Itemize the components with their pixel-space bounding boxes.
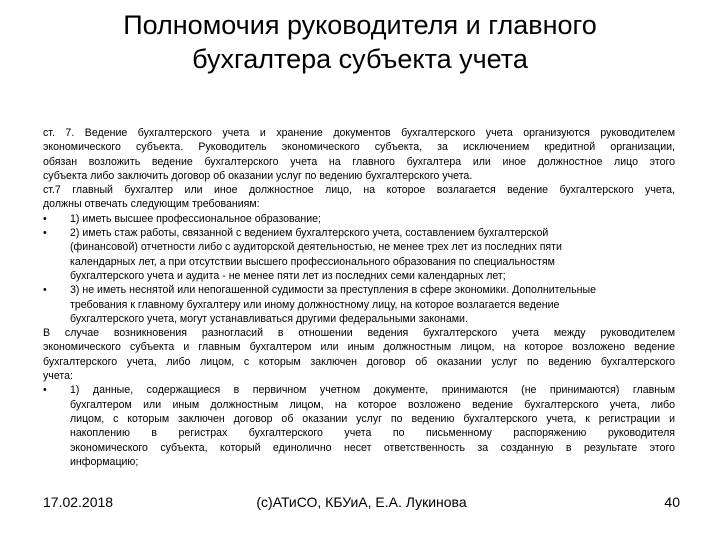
text-line: (финансовой) отчетности либо с аудиторской деятельностью, не менее трех лет из последних пяти [70,241,562,254]
footer-date: 17.02.2018 [43,494,114,510]
footer-credit: (с)АТиСО, КБУиА, Е.А. Лукинова [256,494,467,510]
title-line-1: Полномочия руководителя и главного [123,10,597,40]
paragraph-disagreement [43,326,675,383]
title-line-2: бухгалтера субъекта учета [192,44,528,74]
text-line: 1) иметь высшее профессиональное образование; [70,212,321,225]
paragraph-art7-chief-accountant [43,183,675,212]
text-line: обязан возложить ведение бухгалтерского учета на главного бухгалтера или иное должностное лицо этого [43,155,675,168]
text-line: учета: [43,370,73,383]
text-line: накоплению в регистрах бухгалтерского учета по письменному распоряжению руководителя [70,427,675,440]
text-line: информацию; [70,455,139,468]
text-line: бухгалтерского учета и аудита - не менее пяти лет из последних семи календарных лет; [70,269,506,282]
bullet-glyph: • [43,284,47,297]
requirement-item-2 [43,226,675,283]
text-line: должны отвечать следующим требованиям: [43,198,260,211]
text-line: ст. 7. Ведение бухгалтерского учета и хранение документов бухгалтерского учета организуются руководителем [43,127,675,139]
text-line: экономического субъекта и главным бухгалтером или иным должностным лицом, на которое возложено ведение [43,341,675,354]
slide-body [43,126,675,469]
disagreement-item-1 [43,383,675,469]
text-line: 1) данные, содержащиеся в первичном учетном документе, принимаются (не принимаются) главным [70,384,675,397]
text-line: лицом, с которым заключен договор об оказании услуг по ведению бухгалтерского учета, к регистрации и [70,412,675,425]
text-line: бухгалтерского учета, либо лицом, с которым заключен договор об оказании услуг по ведению бухгалтерского [43,355,675,368]
text-line: календарных лет, а при отсутствии высшего профессионального образования по специальностям [70,255,555,268]
text-line: 3) не иметь неснятой или непогашенной судимости за преступления в сфере экономики. Дополнительные [70,284,596,297]
requirement-item-3 [43,283,675,326]
text-line: экономического субъекта, который единолично несет ответственность за созданную в результате этого [70,441,675,454]
text-line: бухгалтерского учета, могут устанавливаться другими федеральными законами. [70,312,468,325]
text-line: ст.7 главный бухгалтер или иное должностное лицо, на которое возлагается ведение бухгалтерского учета, [43,184,675,197]
requirement-item-1 [43,212,675,226]
page-number: 40 [664,494,680,510]
text-line: В случае возникновения разногласий в отношении ведения бухгалтерского учета между руководителем [43,327,675,340]
text-line: субъекта либо заключить договор об оказании услуг по ведению бухгалтерского учета. [43,169,473,182]
paragraph-art7-management [43,126,675,183]
text-line: 2) иметь стаж работы, связанной с ведением бухгалтерского учета, составлением бухгалтерской [70,227,549,240]
bullet-glyph: • [43,384,47,397]
text-line: требования к главному бухгалтеру или иному должностному лицу, на которое возлагается ведение [70,298,560,311]
text-line: бухгалтером или иным должностным лицом, на которое возложено ведение бухгалтерского учета, либо [70,398,675,411]
text-line: экономического субъекта. Руководитель экономического субъекта, за исключением кредитной организации, [43,141,675,154]
slide-title [0,8,720,76]
bullet-glyph: • [43,227,47,240]
bullet-glyph: • [43,212,47,225]
